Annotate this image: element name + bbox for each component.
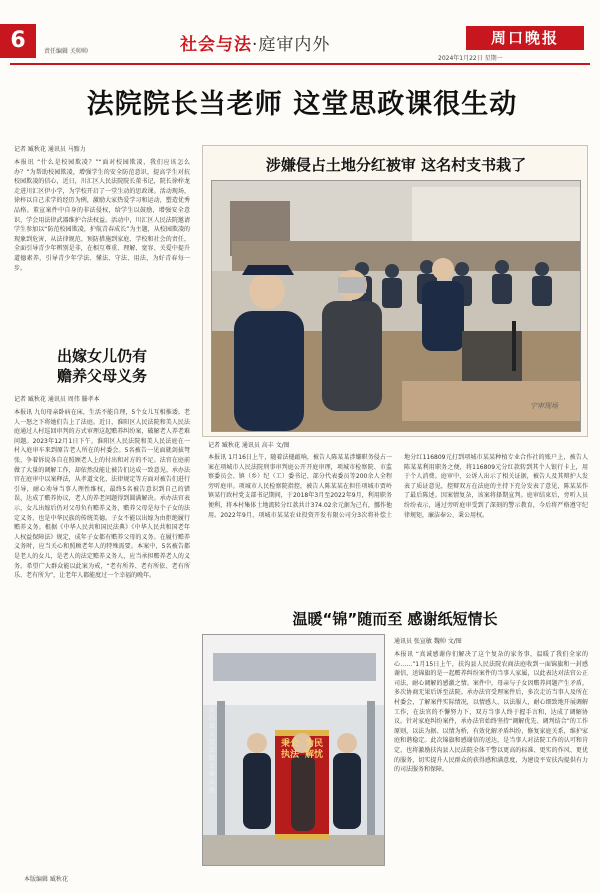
article-headline-daughter [14, 346, 190, 386]
photo-vertical-caption: 扶沟县人民法院农商法庭 [209, 707, 216, 794]
article-body: 本报讯 “真诚感谢你们解决了这个复杂的家务事，温暖了我们全家的心……”1月15日上午，扶沟县人民法院农商法庭收到一面锦旗和一封感谢信，送锦旗的是一起赡养纠纷案件的当事人家属，以此表达对法官公正司法、耐心调解的感激之情。案件中，母亲与子女因赡养问题产生矛盾，多次协商无果后诉至法院。承办法官受理案件后，多次走访当事人及所在村委会，了解案件实际情况，以情感人、以法服人，耐心细致地开展调解工作，在法官的不懈努力下，双方当事人终于握手言和，达成了调解协议。针对家庭纠纷案件，承办法官始终坚持“调解优先、调判结合”的工作原则，以法为据、以情为桥，有效化解矛盾纠纷，修复家庭关系，维护家庭和谐稳定。此次锦旗和感谢信的送达，是当事人对法院工作的认可和肯定，也将激励扶沟县人民法院全体干警以更高的标准、更实的作风、更优的服务，切实提升人民群众的获得感和满意度，为建设平安扶沟提供有力的司法服务和保障。 [394, 651, 588, 774]
courtroom-photo [211, 180, 581, 432]
article-byline: 记者 臧秋花 通讯员 周伟 滕孝本 [14, 396, 100, 403]
article-body: 本报讯 九旬母亲卧病在床，生活不能自理，5个女儿互相推诿。老人一怒之下将她们告上了法庭。近日，淮阳区人民法院和美人民法庭通过人村巡回审判的方式审理这起赡养纠纷案，破解老人养老难问题。2023年12月1日下午，淮阳区人民法院和美人民法庭在一村入庭审车来到原告老人所在的村委会。5名被告一见面就剑拔弩张，争着诉说各自在照顾老人上的付出和对方的不足。法官在庭前做了大量的调解工作，却依然没能让被告们达成一致意见。承办法官在庭审中以案释法，从孝道文化、法律规定等方面对被告们进行引导，耐心劝导当事人理性维权，最终5名被告意识到自己的错误，达成了赡养协议，老人的养老问题得到圆满解决。承办法官表示，女儿出嫁后仍对父母负有赡养义务，赡养父母是每个子女的法定义务，也是中华民族的传统美德。子女不能以出嫁为由拒绝履行赡养义务。根据《中华人民共和国民法典》《中华人民共和国老年人权益保障法》规定，成年子女都有赡养父母的义务。在履行赡养义务时，应当关心和照顾老年人的特殊需要。本案中，5名被告都是老人的女儿，是老人的法定赡养义务人，应当承担赡养老人的义务。希望广大群众能以此案为戒，“老有所养、老有所依、老有所乐、老有所为”，让老年人都能度过一个幸福的晚年。 [14, 409, 190, 580]
warm-story-headline: 温暖“锦”随而至 感谢纸短情长 [292, 610, 498, 628]
article-byline: 记者 臧秋花 通讯员 马黯力 [14, 146, 86, 153]
page-editor-footer: 本版编辑 臧秋花 [24, 876, 68, 883]
paper-logo: 周口晚报 [466, 26, 584, 50]
header-rule [10, 63, 590, 65]
section-title-red: 社会与法 [180, 35, 252, 55]
article-byline: 记者 臧秋花 通讯员 高丰 文/图 [208, 442, 290, 449]
editor-line: 责任编辑 关帅帅 [44, 48, 88, 55]
article-byline: 通讯员 张宣敏 魏帅 文/图 [394, 638, 462, 645]
article-body: 本报讯 “什么是校园欺凌？”“面对校园欺凌，我们应该怎么办？”为帮助校园欺凌，增强学生的安全防范意识，提高学生对抗校园欺凌的信心，近日，川汇区人民法院院长董书记，院长徐梓龙走进川汇区伊小学，为学校开启了一堂生动的思政课。活动现场，徐梓以自己求学的经历为例，激励大家热爱学习和运动，塑造优秀品格。董宣案件中自身的非法侵权，给学生以鼓励，增强安全意识，学会用法律武器维护合法权益。活动中，川汇区人民法院邀请学生参加以“防范校园欺凌，护航青春成长”为主题，从校园欺凌的现象到危害，从法律规范、预防措施到家庭、学校和社会的责任，全面引导青少年辨别是非，在相互尊重、理解、宽容、关爱中提升道德素养，引导青少年学法、懂法、守法、用法，为好青春每一步。 [14, 159, 190, 272]
photo-signature: 宁审现场 [530, 402, 558, 410]
subhead-line-1: 出嫁女儿仍有 [56, 347, 147, 365]
banner-text-right: 为民解忧 [305, 739, 324, 760]
court-story-headline: 涉嫌侵占土地分红被审 这名村支书栽了 [265, 156, 527, 174]
courtroom-photo-illustration [212, 181, 581, 432]
subhead-line-2: 赡养父母义务 [56, 367, 147, 385]
section-title [180, 30, 330, 55]
page-header [0, 0, 600, 66]
article-school-lesson [14, 144, 190, 273]
banner-photo [202, 634, 385, 866]
main-headline: 法院院长当老师 这堂思政课很生动 [86, 89, 518, 120]
court-story-box [202, 145, 588, 437]
page-number: 6 [0, 24, 36, 58]
article-thank-you-banner [394, 636, 588, 775]
issue-date: 2024年1月22日 星期一 [438, 55, 503, 62]
section-title-dark: ·庭审内外 [252, 35, 331, 55]
article-land-dividend [208, 440, 588, 520]
article-body: 本报讯 1月16日上午，随着法槌敲响，被告人陈某某涉嫌职务侵占一案在项城市人民法院刑事审判庭公开开庭审理，项城市检察院、市监察委员会、镇（乡）纪（工）委书记、部分代表委员等200余人全程旁听庭审。项城市人民检察院指控，被告人陈某某在担任项城市贾岭镇某行政村党支部书记期间，于2018年3月至2022年9月，利用职务便利，将本村集体土地流转分红款共计374.02余元据为己有，挪作他用。2022年9月，项城市某某农业投资开发有限公司分3次将补偿土地分红116809元打到项城市某某种植专业合作社的账户上，被告人陈某某利用职务之便，将116809元分红款转到其个人银行卡上，用于个人消费。庭审中，公诉人出示了相关证据，被告人及其辩护人发表了质证意见，控辩双方在法庭的主持下充分发表了意见，陈某某作了最后陈述。因案情复杂，该案将择期宣判。庭审结束后，旁听人员纷纷表示，通过旁听庭审受到了深刻的警示教育，今后将严格遵守纪律规矩，廉洁奉公、秉公用权。 [208, 454, 588, 519]
banner-text-left: 秉公执法 [281, 739, 300, 760]
article-daughter-support [14, 394, 190, 581]
